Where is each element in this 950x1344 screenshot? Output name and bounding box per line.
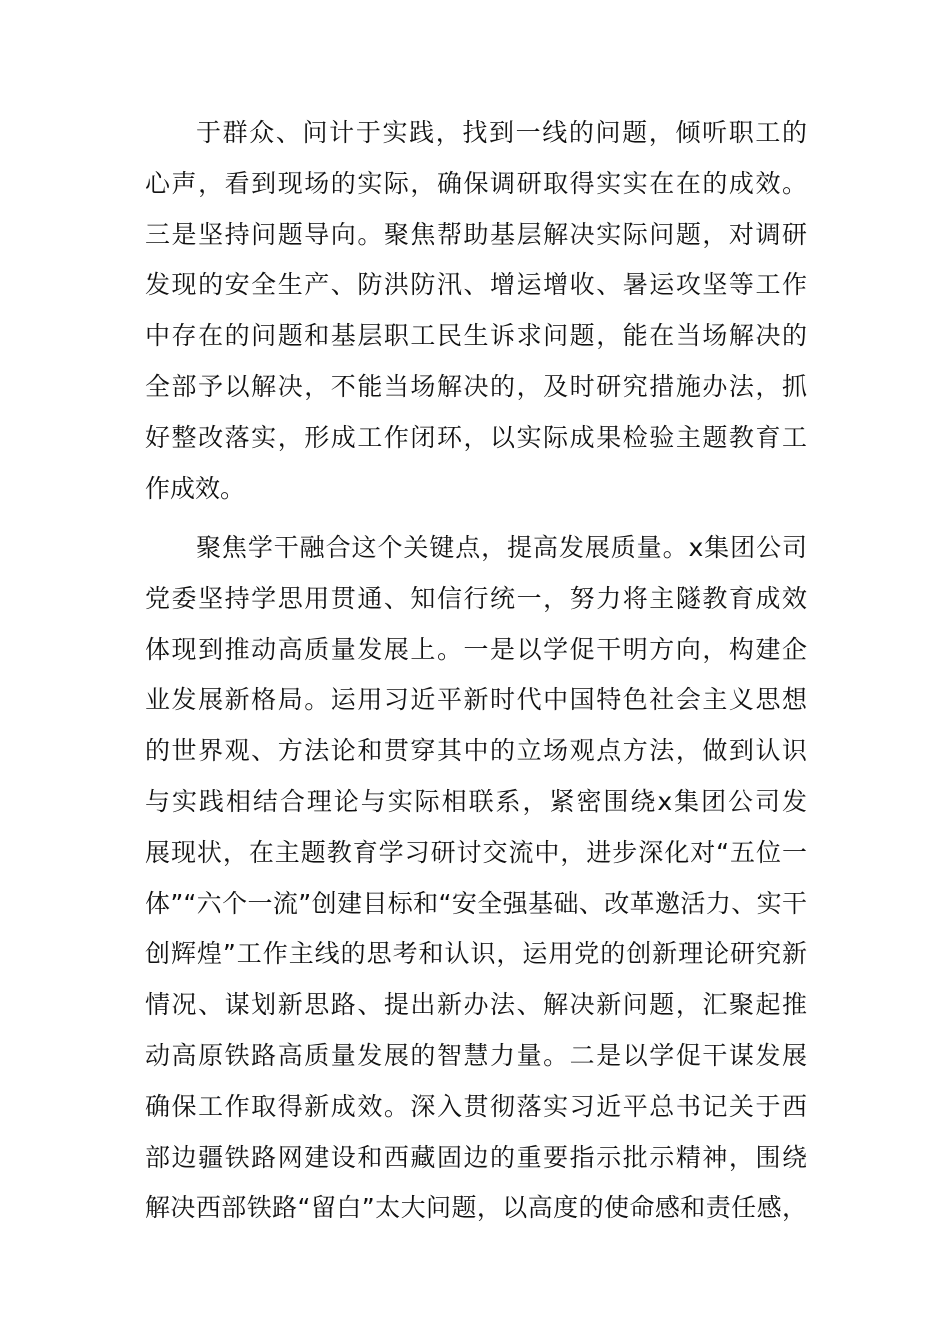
text-line: 展现状，在主题教育学习研讨交流中，进步深化对“五位一 [145, 837, 807, 867]
text-line: 党委坚持学思用贯通、知信行统一，努力将主隧教育成效 [145, 583, 807, 613]
text-line: 业发展新格局。运用习近平新时代中国特色社会主义思想 [145, 685, 807, 715]
text-line: 体”“六个一流”创建目标和“安全强基础、改革邀活力、实干 [145, 888, 807, 918]
text-line: 三是坚持问题导向。聚焦帮助基层解决实际问题，对调研 [145, 219, 807, 249]
text-line: 部边疆铁路网建设和西藏固边的重要指示批示精神，围绕 [145, 1142, 807, 1172]
text-line: 动高原铁路高质量发展的智慧力量。二是以学促干谋发展 [145, 1040, 807, 1070]
paragraph-2 [145, 523, 807, 1234]
text-line: 体现到推动高质量发展上。一是以学促干明方向，构建企 [145, 634, 807, 664]
text-line: 中存在的问题和基层职工民生诉求问题，能在当场解决的 [145, 321, 807, 351]
text-line: 好整改落实，形成工作闭环，以实际成果检验主题教育工 [145, 422, 807, 452]
text-line: 于群众、问计于实践，找到一线的问题，倾听职工的 [196, 118, 807, 147]
text-line: 全部予以解决，不能当场解决的，及时研究措施办法，抓 [145, 371, 807, 401]
text-line: 确保工作取得新成效。深入贯彻落实习近平总书记关于西 [145, 1091, 807, 1121]
text-line: 心声，看到现场的实际，确保调研取得实实在在的成效。 [145, 168, 807, 198]
paragraph-1 [145, 108, 807, 514]
text-line: 与实践相结合理论与实际相联系，紧密围绕x集团公司发 [145, 786, 807, 816]
text-line: 发现的安全生产、防洪防汛、增运增收、暑运攻坚等工作 [145, 270, 807, 300]
text-line: 聚焦学干融合这个关键点，提高发展质量。x集团公司 [196, 533, 807, 562]
text-line: 解决西部铁路“留白”太大问题，以高度的使命感和责任感， [145, 1193, 807, 1223]
text-line: 情况、谋划新思路、提出新办法、解决新问题，汇聚起推 [145, 990, 807, 1020]
text-line: 创辉煌”工作主线的思考和认识，运用党的创新理论研究新 [145, 939, 807, 969]
text-line: 的世界观、方法论和贯穿其中的立场观点方法，做到认识 [145, 736, 807, 766]
text-line: 作成效。 [145, 473, 246, 503]
